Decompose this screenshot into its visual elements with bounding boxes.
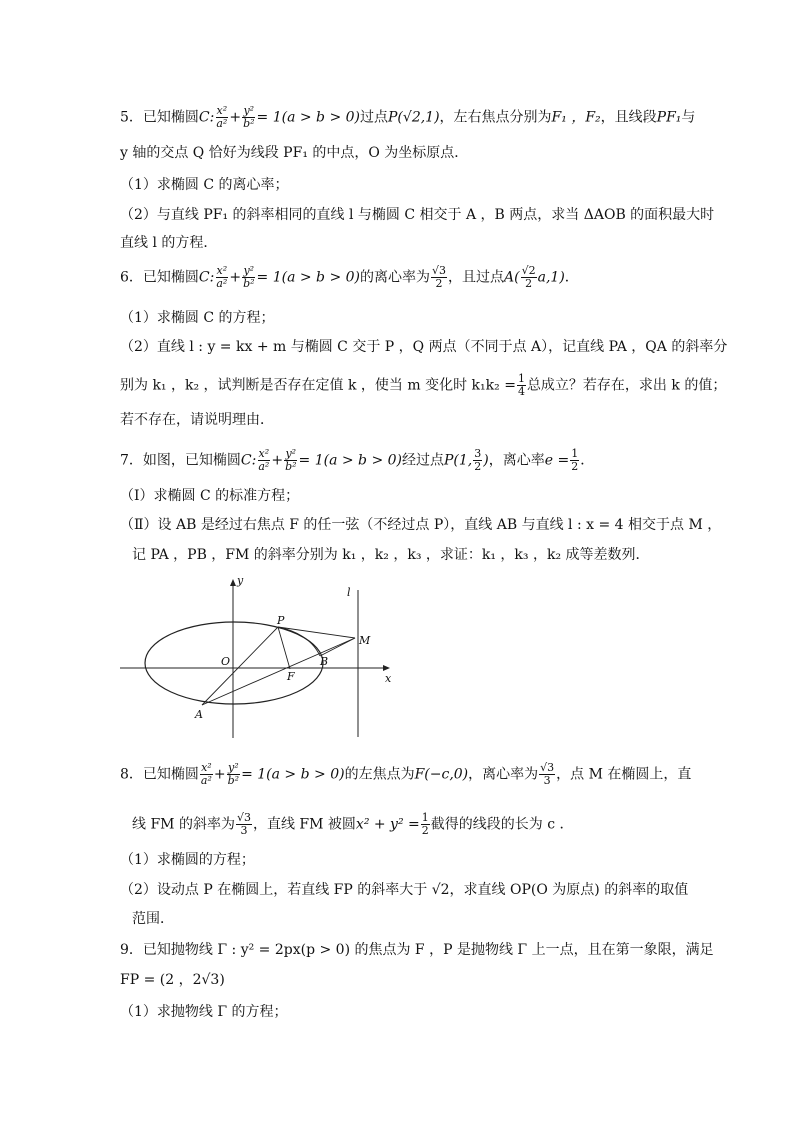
segment-PM bbox=[278, 627, 355, 638]
segment-PF bbox=[278, 627, 290, 669]
segment-AB bbox=[202, 638, 355, 705]
p9-line2: FP = (2 ，2√3) bbox=[120, 972, 225, 988]
p5-line1: 5．已知椭圆C: $\frac{\text{x²}}{\text{a²}}$ + $\frac{\text{y²}}{\text{b²}}$ = 1(a > b > 0)过点P(√2,1)，左右焦点分别为F₁ ，F₂，且线段PF₁与 bbox=[120, 104, 696, 130]
y-axis-arrow-icon bbox=[230, 579, 236, 586]
p7-q1: （Ⅰ）求椭圆 C 的标准方程； bbox=[120, 488, 300, 504]
p6-q1: （1）求椭圆 C 的方程； bbox=[120, 310, 275, 326]
p5-q2a: （2）与直线 PF₁ 的斜率相同的直线 l 与椭圆 C 相交于 A ，B 两点，求当 ΔAOB 的面积最大时 bbox=[120, 207, 715, 223]
p8-q2a: （2）设动点 P 在椭圆上，若直线 FP 的斜率大于 √2，求直线 OP(O 为原点) 的斜率的取值 bbox=[120, 882, 689, 898]
ellipse bbox=[145, 622, 323, 704]
p8-q1: （1）求椭圆的方程； bbox=[120, 852, 255, 868]
p7-line1: 7．如图，已知椭圆C: $\frac{\text{x²}}{\text{a²}}$ + $\frac{\text{y²}}{\text{b²}}$ = 1(a > b > 0)经过点P(1, $\frac{3}{2}$ )，离心率e = $\frac{1}{2}$ ． bbox=[120, 447, 595, 473]
p5-text: 5．已知椭圆 bbox=[120, 109, 199, 126]
x-axis-arrow-icon bbox=[383, 665, 390, 671]
label-y: y bbox=[237, 574, 244, 587]
p8-line1: 8．已知椭圆 $\frac{\text{x²}}{\text{a²}}$ + $\frac{\text{y²}}{\text{b²}}$ = 1(a > b > 0)的左焦点为F(−c,0)，离心率为 $\frac{√3}{3}$ ，点 M 在椭圆上，直 bbox=[120, 761, 692, 787]
p5-line2: y 轴的交点 Q 恰好为线段 PF₁ 的中点，O 为坐标原点． bbox=[120, 145, 469, 161]
label-P: P bbox=[277, 614, 285, 627]
p9-q1: （1）求抛物线 Γ 的方程； bbox=[120, 1004, 288, 1020]
p6-q2c: 若不存在，请说明理由． bbox=[120, 412, 274, 428]
p5-q1: （1）求椭圆 C 的离心率； bbox=[120, 177, 289, 193]
frac-sqrt3-2: $\frac{√3}{2}$ bbox=[432, 264, 447, 290]
p5-q2b: 直线 l 的方程． bbox=[120, 235, 218, 251]
p8-line2: 线 FM 的斜率为 $\frac{√3}{3}$ ，直线 FM 被圆x² + y² = $\frac{1}{2}$ 截得的线段的长为 c ． bbox=[132, 811, 574, 837]
frac-x2-a2: $\frac{\text{x²}}{\text{a²}}$ bbox=[216, 104, 228, 130]
p5-ellipse-name: C: bbox=[198, 109, 215, 126]
label-x: x bbox=[385, 672, 392, 685]
label-l: l bbox=[347, 586, 351, 599]
p7-q2b: 记 PA ，PB ，FM 的斜率分别为 k₁ ，k₂ ，k₃ ，求证：k₁ ，k₃ ，k₂ 成等差数列． bbox=[132, 547, 650, 563]
label-A: A bbox=[195, 708, 203, 721]
p9-line1: 9．已知抛物线 Γ : y² = 2px(p > 0) 的焦点为 F ，P 是抛物线 Γ 上一点，且在第一象限，满足 bbox=[120, 942, 714, 958]
frac-y2-b2: $\frac{\text{y²}}{\text{b²}}$ bbox=[243, 104, 255, 130]
label-F: F bbox=[287, 670, 295, 683]
p7-q2a: （Ⅱ）设 AB 是经过右焦点 F 的任一弦（不经过点 P），直线 AB 与直线 l : x = 4 相交于点 M ， bbox=[120, 517, 722, 533]
label-M: M bbox=[359, 634, 371, 647]
label-O: O bbox=[221, 655, 231, 668]
ellipse-figure bbox=[115, 572, 400, 744]
p6-q2a: （2）直线 l : y = kx + m 与椭圆 C 交于 P ，Q 两点（不同于点 A），记直线 PA ，QA 的斜率分 bbox=[120, 339, 728, 355]
arc-PB bbox=[278, 627, 320, 656]
frac-1-2: $\frac{1}{2}$ bbox=[571, 447, 579, 473]
p6-line1: 6．已知椭圆C: $\frac{\text{x²}}{\text{a²}}$ + $\frac{\text{y²}}{\text{b²}}$ = 1(a > b > 0)的离心率为 $\frac{√3}{2}$ ，且过点A( $\frac{√2}{2}$ a,1)． bbox=[120, 264, 579, 290]
p8-q2b: 范围． bbox=[132, 911, 174, 927]
label-B: B bbox=[320, 655, 329, 668]
segment-PA bbox=[202, 627, 278, 705]
frac-1-4: $\frac{1}{4}$ bbox=[517, 372, 525, 398]
p6-q2b: 别为 k₁ ，k₂ ，试判断是否存在定值 k ，使当 m 变化时 k₁k₂ = $\frac{1}{4}$ 总成立？若存在，求出 k 的值； bbox=[120, 372, 727, 398]
frac-sqrt2-2: $\frac{√2}{2}$ bbox=[521, 264, 536, 290]
frac-3-2: $\frac{3}{2}$ bbox=[474, 447, 482, 473]
